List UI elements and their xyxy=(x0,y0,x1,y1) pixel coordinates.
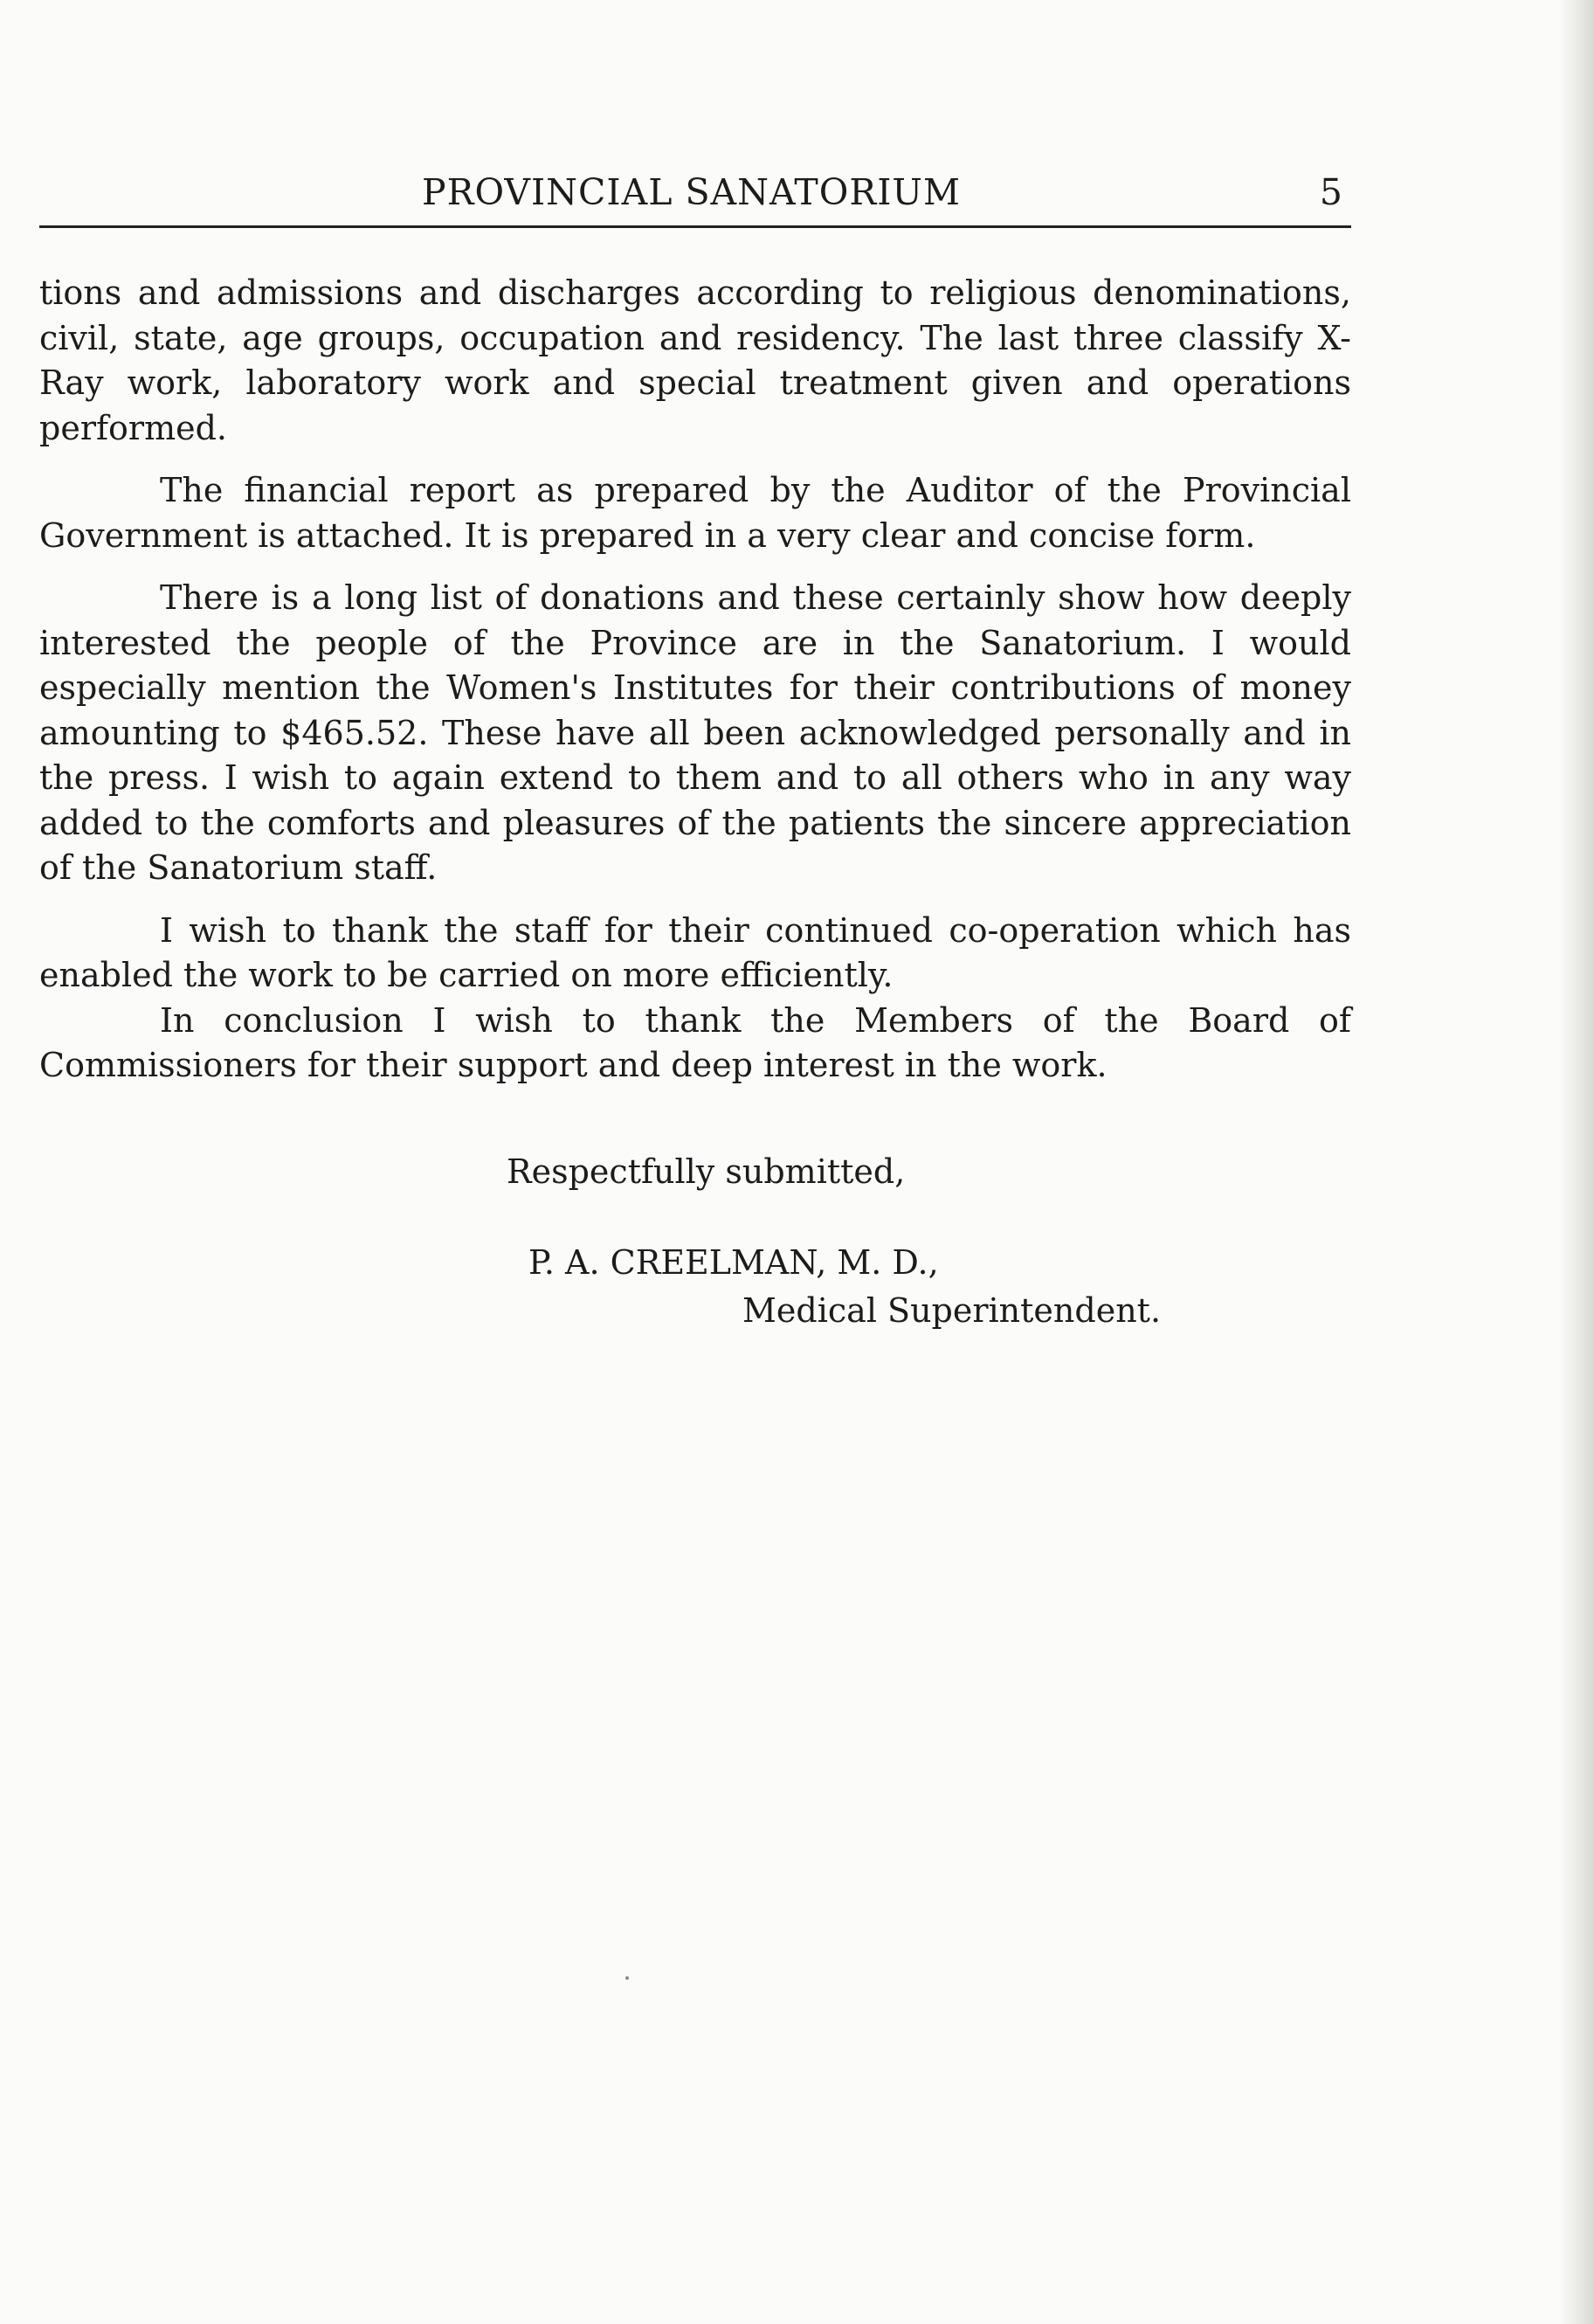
paragraph-staff-thanks: I wish to thank the staff for their continued co-operation which has enabled the work to be carried on more efficiently. xyxy=(39,910,1351,994)
page-edge-shadow xyxy=(1559,0,1594,2324)
print-speck xyxy=(625,1976,629,1980)
body-text xyxy=(39,271,1351,1089)
signatory-name: P. A. CREELMAN, M. D., xyxy=(528,1243,939,1282)
paragraph-continued: tions and admissions and discharges according to religious denominations, civil, state, age groups, occupation and residency. The last three classify X-Ray work, laboratory work and special treatment given and operations performed. xyxy=(39,273,1351,447)
running-header xyxy=(39,168,1351,228)
signatory-position: Medical Superintendent. xyxy=(742,1291,1162,1330)
paragraph-donations: There is a long list of donations and these certainly show how deeply interested the people of the Province are in the Sanatorium. I would especially mention the Women's Institutes for their contributions of money amounting to $465.52. These have all been acknowledged personally and in the press. I wish to again extend to them and to all others who in any way added to the comforts and pleasures of the patients the sincere appreciation of the Sanatorium staff. xyxy=(39,578,1351,887)
page-number: 5 xyxy=(1319,171,1342,213)
header-title: PROVINCIAL SANATORIUM xyxy=(422,171,961,213)
paragraph-conclusion: In conclusion I wish to thank the Members of the Board of Commissioners for their support and deep interest in the work. xyxy=(39,1000,1351,1084)
closing-salutation: Respectfully submitted, xyxy=(507,1152,906,1191)
paragraph-financial-report: The financial report as prepared by the Auditor of the Provincial Government is attached. It is prepared in a very clear and concise form. xyxy=(39,471,1351,555)
